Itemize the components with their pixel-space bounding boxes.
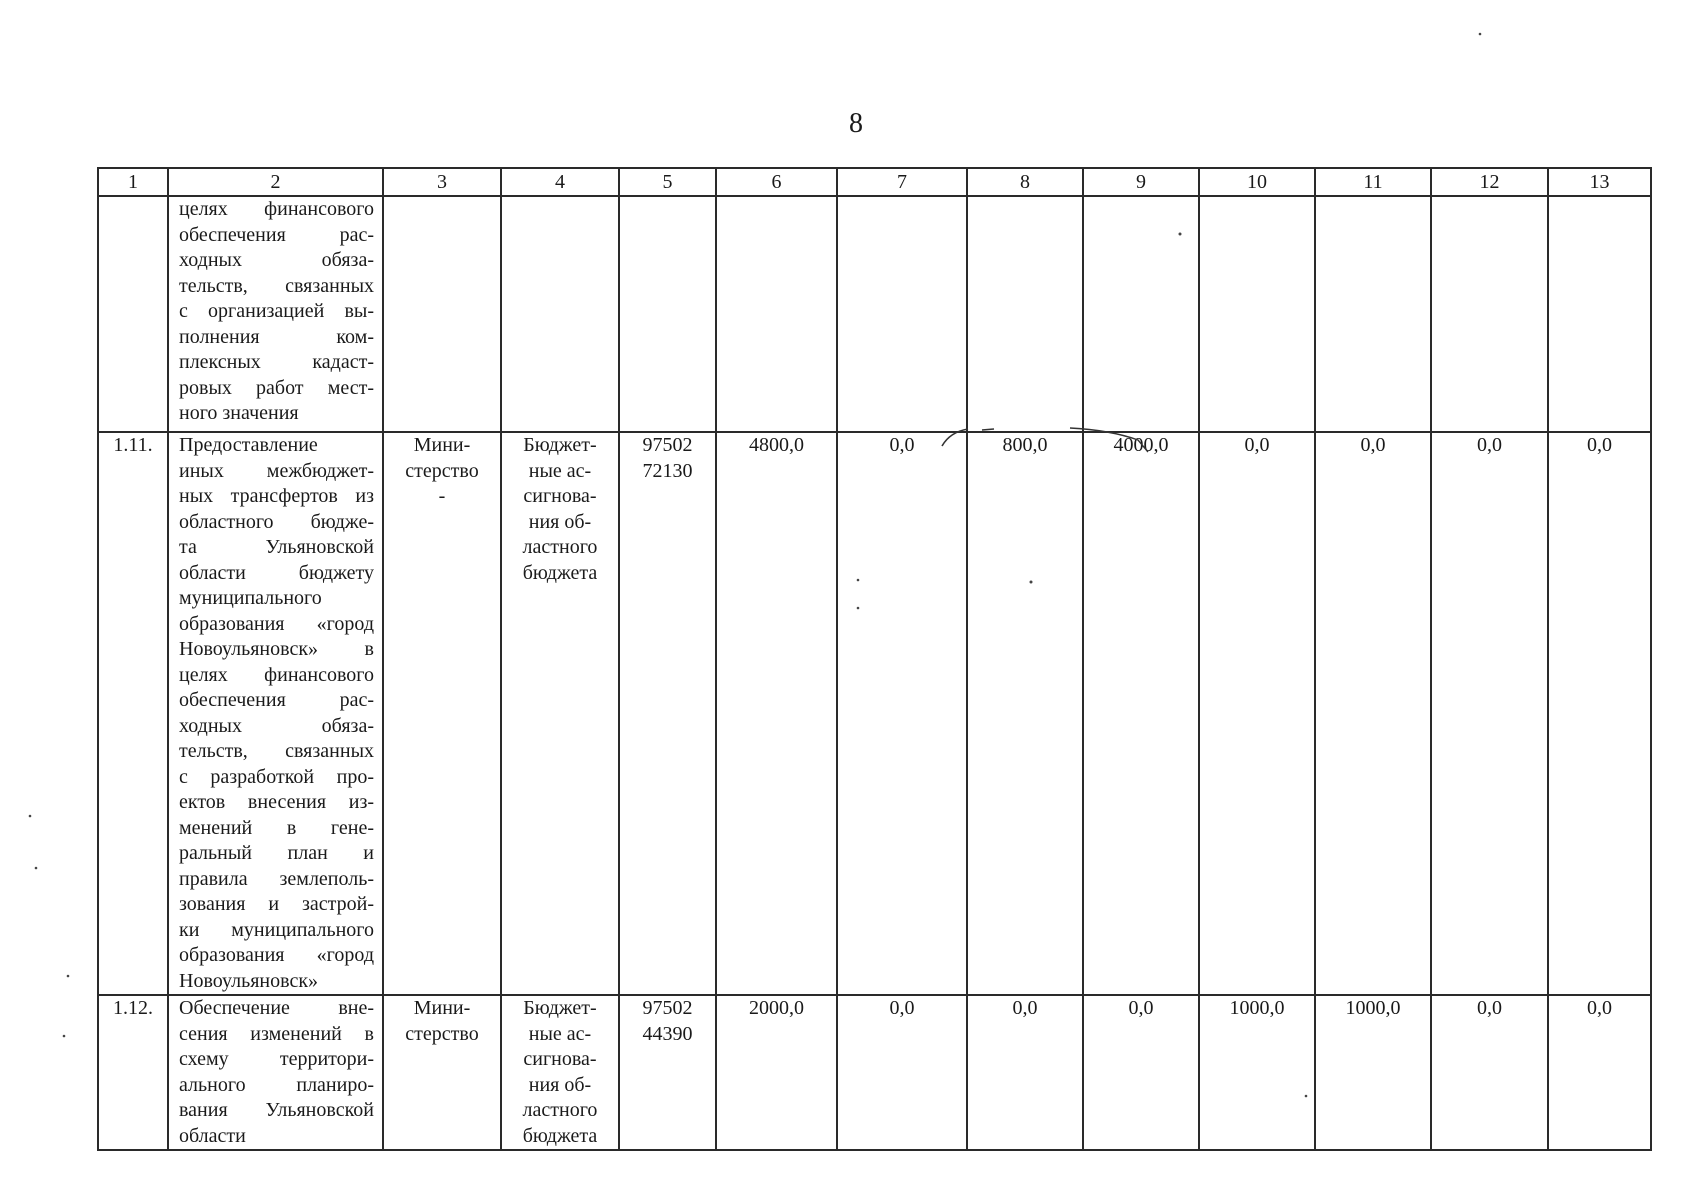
description-cell [168, 995, 383, 1150]
value-cell [1431, 196, 1548, 432]
description-line: обеспечения рас- [179, 689, 374, 711]
header-cell: 13 [1548, 168, 1651, 196]
value-cell: 1000,0 [1315, 995, 1431, 1150]
source-line: ния об- [528, 1073, 592, 1096]
description-line: Предоставление [179, 434, 318, 456]
value-cell [1083, 196, 1199, 432]
description-line: сения изменений в [179, 1022, 374, 1045]
table-row [98, 432, 1651, 995]
source-cell [501, 995, 619, 1150]
executor-line: Мини- [413, 434, 471, 456]
value-cell: 1000,0 [1199, 995, 1315, 1150]
header-cell: 11 [1315, 168, 1431, 196]
header-cell: 2 [168, 168, 383, 196]
code-cell [619, 432, 716, 995]
source-line: сигнова- [523, 1048, 597, 1070]
row-number-cell: 1.12. [98, 995, 168, 1150]
description-line: ходных обяза- [179, 714, 374, 737]
source-line: Бюджет- [523, 434, 597, 456]
code-cell [619, 995, 716, 1150]
executor-line: - [438, 485, 446, 507]
description-line: ных трансфертов из [179, 485, 374, 507]
description-line: ральный план и [179, 842, 374, 864]
value-cell: 0,0 [967, 995, 1083, 1150]
description-line: ровых работ мест- [179, 376, 374, 399]
executor-line: Мини- [413, 997, 471, 1019]
budget-table [97, 167, 1652, 1151]
page-number: 8 [849, 108, 863, 139]
executor-line: стерство [405, 1022, 479, 1045]
description-line: плексных кадаст- [179, 351, 374, 373]
description-line: та Ульяновской [179, 536, 374, 558]
source-line: ния об- [528, 510, 592, 533]
value-cell: 0,0 [1315, 432, 1431, 995]
description-line: ного значения [179, 402, 299, 424]
description-line: менений в гене- [179, 816, 374, 839]
source-cell [501, 432, 619, 995]
value-cell: 2000,0 [716, 995, 837, 1150]
code-line: 72130 [642, 459, 693, 482]
description-line: областного бюдже- [179, 510, 374, 533]
source-line: сигнова- [523, 485, 597, 507]
table-row [98, 995, 1651, 1150]
description-line: обеспечения рас- [179, 223, 374, 246]
value-cell [716, 196, 837, 432]
description-line: образования «город [179, 944, 374, 966]
row-number-cell: 1.11. [98, 432, 168, 995]
value-cell: 0,0 [1083, 995, 1199, 1150]
header-cell: 9 [1083, 168, 1199, 196]
value-cell: 0,0 [1199, 432, 1315, 995]
code-line: 44390 [642, 1022, 693, 1045]
executor-cell [383, 995, 501, 1150]
description-line: области [179, 1124, 246, 1147]
description-cell [168, 196, 383, 432]
header-cell: 6 [716, 168, 837, 196]
header-cell: 5 [619, 168, 716, 196]
value-cell: 0,0 [837, 432, 967, 995]
source-cell [501, 196, 619, 432]
description-line: правила землеполь- [179, 867, 374, 890]
header-cell: 3 [383, 168, 501, 196]
description-line: ектов внесения из- [179, 791, 374, 813]
value-cell: 0,0 [1548, 995, 1651, 1150]
value-cell [967, 196, 1083, 432]
value-cell [1199, 196, 1315, 432]
source-line: бюджета [522, 1124, 598, 1147]
value-cell: 4800,0 [716, 432, 837, 995]
header-cell: 12 [1431, 168, 1548, 196]
source-line: ные ас- [528, 459, 592, 482]
header-cell: 7 [837, 168, 967, 196]
header-cell: 8 [967, 168, 1083, 196]
value-cell: 0,0 [1548, 432, 1651, 995]
value-cell: 4000,0 [1083, 432, 1199, 995]
description-cell [168, 432, 383, 995]
description-line: с разработкой про- [179, 765, 374, 788]
executor-cell [383, 196, 501, 432]
description-line: полнения ком- [179, 325, 374, 348]
description-line: ального планиро- [179, 1073, 374, 1096]
table-row-continuation [98, 196, 1651, 432]
code-cell [619, 196, 716, 432]
row-number-cell [98, 196, 168, 432]
description-line: целях финансового [179, 198, 374, 220]
description-line: схему территори- [179, 1048, 374, 1070]
executor-cell [383, 432, 501, 995]
value-cell: 0,0 [1431, 995, 1548, 1150]
executor-line: стерство [405, 459, 479, 482]
source-line: бюджета [522, 561, 598, 584]
description-line: Обеспечение вне- [179, 997, 374, 1019]
description-line: целях финансового [179, 663, 374, 686]
source-line: ластного [522, 536, 598, 558]
description-line: иных межбюджет- [179, 459, 374, 482]
source-line: ные ас- [528, 1022, 592, 1045]
source-line: ластного [522, 1099, 598, 1121]
description-line: образования «город [179, 612, 374, 635]
value-cell: 0,0 [1431, 432, 1548, 995]
value-cell: 800,0 [967, 432, 1083, 995]
description-line: муниципального [179, 587, 322, 609]
description-line: с организацией вы- [179, 300, 374, 322]
description-line: вания Ульяновской [179, 1099, 374, 1121]
description-line: зования и застрой- [179, 893, 374, 915]
description-line: Новоульяновск» [179, 969, 319, 992]
header-cell: 4 [501, 168, 619, 196]
header-row [98, 168, 1651, 196]
description-line: ки муниципального [179, 918, 374, 941]
description-line: тельств, связанных [179, 740, 374, 762]
value-cell [1548, 196, 1651, 432]
description-line: ходных обяза- [179, 249, 374, 271]
code-line: 97502 [642, 997, 693, 1019]
value-cell [1315, 196, 1431, 432]
value-cell: 0,0 [837, 995, 967, 1150]
value-cell [837, 196, 967, 432]
header-cell: 1 [98, 168, 168, 196]
description-line: Новоульяновск» в [179, 638, 374, 660]
header-cell: 10 [1199, 168, 1315, 196]
code-line: 97502 [642, 434, 693, 456]
source-line: Бюджет- [523, 997, 597, 1019]
description-line: тельств, связанных [179, 274, 374, 297]
description-line: области бюджету [179, 561, 374, 584]
